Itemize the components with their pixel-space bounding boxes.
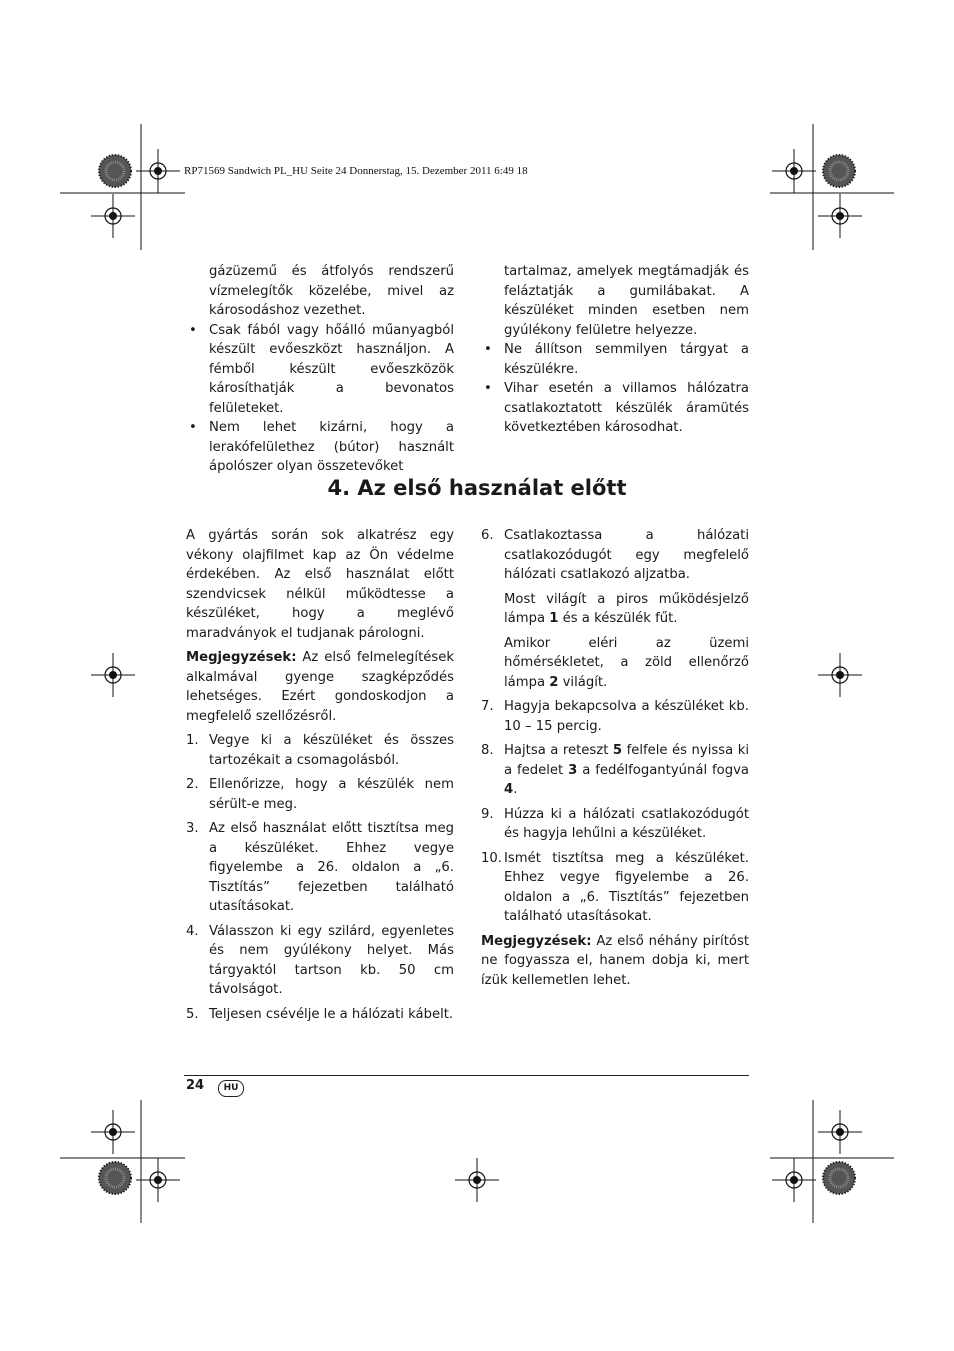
step-item bbox=[186, 1005, 454, 1025]
intro-paragraph: A gyártás során sok alkatrész egy vékony olajfilmet kap az Ön védelme érdekében. Az első használat előtt szendvicsek nélkül működtesse a készüléket, hogy a meglévő maradványok el tudjanak párologni. bbox=[186, 528, 454, 641]
part-number: 3 bbox=[568, 762, 578, 778]
step-text: felfele és nyissa ki a fedelet bbox=[504, 743, 750, 778]
continued-paragraph: gázüzemű és átfolyós rendszerű vízmelegítők közelébe, mivel az károsodáshoz vezethet. bbox=[209, 264, 454, 318]
step-number: 10. bbox=[481, 850, 502, 866]
step-text: Teljesen csévélje le a hálózati kábelt. bbox=[209, 1006, 454, 1022]
step-number: 7. bbox=[481, 699, 494, 714]
step-item bbox=[481, 526, 749, 585]
step-item bbox=[481, 805, 749, 844]
step-text: Vegye ki a készüléket és összes tartozékait a csomagolásból. bbox=[209, 733, 454, 768]
step-number: 3. bbox=[186, 821, 199, 836]
step-item bbox=[186, 775, 454, 814]
language-badge: HU bbox=[218, 1080, 244, 1097]
step-text: Válasszon ki egy szilárd, egyenletes és nem gyúlékony helyet. Más tárgyaktól tartson kb. 50 cm távolságot. bbox=[209, 923, 454, 997]
part-number: 5 bbox=[612, 743, 623, 758]
step-number: 4. bbox=[186, 923, 199, 939]
note-paragraph bbox=[481, 932, 749, 991]
steps-list-continued bbox=[481, 697, 749, 927]
bullet-item: • Csak fából vagy hőálló műanyagból készült evőeszközt használjon. A fémből készült evőeszközök károsíthatják a bevonatos felületeket. bbox=[186, 321, 454, 419]
step-text: Ismét tisztítsa meg a készüléket. Ehhez vegye figyelembe a 26. oldalon a „6. Tisztítás” fejezetben található utasításokat. bbox=[504, 850, 749, 924]
print-header: RP71569 Sandwich PL_HU Seite 24 Donnerstag, 15. Dezember 2011 6:49 18 bbox=[184, 165, 528, 177]
safety-bullet-list bbox=[186, 321, 454, 477]
note-paragraph bbox=[186, 648, 454, 726]
step-text: Csatlakoztassa a hálózati csatlakozódugót egy megfelelő hálózati csatlakozó aljzatba. bbox=[504, 528, 749, 582]
part-number: 4 bbox=[504, 782, 514, 797]
step-item bbox=[186, 819, 454, 917]
main-right-column bbox=[481, 526, 749, 990]
step-number: 6. bbox=[481, 528, 494, 543]
main-left-column bbox=[186, 526, 454, 1029]
step-number: 5. bbox=[186, 1006, 199, 1022]
note-text: Az első felmelegítések alkalmával gyenge szagképződés lehetséges. Ezért gondoskodjon a megfelelő szellőzésről. bbox=[186, 650, 454, 724]
note-text: Az első néhány pirítóst ne fogyassza el, hanem dobja ki, mert ízük kellemetlen lehet. bbox=[481, 933, 749, 988]
step-text: Az első használat előtt tisztítsa meg a készüléket. Ehhez vegye figyelembe a 26. oldalon a „6. Tisztítás” fejezetben található utasításokat. bbox=[209, 821, 454, 914]
sub-text: és a készülék fűt. bbox=[558, 611, 678, 626]
step-item bbox=[481, 697, 749, 736]
step-number: 8. bbox=[481, 743, 494, 758]
steps-list bbox=[186, 731, 454, 1024]
step-item bbox=[186, 922, 454, 1000]
step-text: a fedélfogantyúnál fogva bbox=[577, 762, 749, 778]
step-text: Ellenőrizze, hogy a készülék nem sérült-e meg. bbox=[209, 777, 454, 812]
step-number: 2. bbox=[186, 777, 199, 792]
steps-list-continued bbox=[481, 526, 749, 585]
page-number: 24 bbox=[186, 1078, 205, 1093]
top-left-column bbox=[186, 262, 454, 477]
bullet-item: • Vihar esetén a villamos hálózatra csatlakoztatott készülék áramütés következtében károsodhat. bbox=[481, 379, 749, 438]
continued-paragraph: tartalmaz, amelyek megtámadják és feláztatják a gumilábakat. A készüléket minden esetben nem gyúlékony felületre helyezze. bbox=[504, 264, 749, 338]
sub-text: világít. bbox=[558, 674, 608, 690]
step-item bbox=[481, 741, 749, 800]
note-label: Megjegyzések: bbox=[481, 933, 592, 949]
part-number: 2 bbox=[549, 674, 559, 690]
step-item bbox=[481, 849, 749, 927]
step-text: Húzza ki a hálózati csatlakozódugót és hagyja lehűlni a készüléket. bbox=[504, 806, 749, 841]
bullet-item: • Nem lehet kizárni, hogy a lerakófelülethez (bútor) használt ápolószer olyan összetevőket bbox=[186, 418, 454, 477]
step-text: Hagyja bekapcsolva a készüléket kb. 10 – 15 percig. bbox=[504, 699, 749, 734]
note-label: Megjegyzések: bbox=[186, 650, 297, 665]
part-number: 1 bbox=[549, 611, 559, 626]
sub-text: Amikor eléri az üzemi hőmérsékletet, a zöld ellenőrző lámpa bbox=[504, 635, 749, 690]
footer-divider bbox=[184, 1075, 749, 1076]
step-item bbox=[186, 731, 454, 770]
step-text: Hajtsa a reteszt bbox=[504, 743, 613, 758]
step-sub-paragraph bbox=[481, 590, 749, 629]
step-sub-paragraph bbox=[481, 634, 749, 693]
step-number: 9. bbox=[481, 806, 494, 822]
top-right-column bbox=[481, 262, 749, 438]
bullet-item: • Ne állítson semmilyen tárgyat a készülékre. bbox=[481, 340, 749, 379]
step-text: . bbox=[513, 782, 518, 797]
safety-bullet-list bbox=[481, 340, 749, 438]
section-heading: 4. Az első használat előtt bbox=[327, 476, 627, 500]
sub-text: Most világít a piros működésjelző lámpa bbox=[504, 591, 749, 626]
step-number: 1. bbox=[186, 733, 199, 748]
